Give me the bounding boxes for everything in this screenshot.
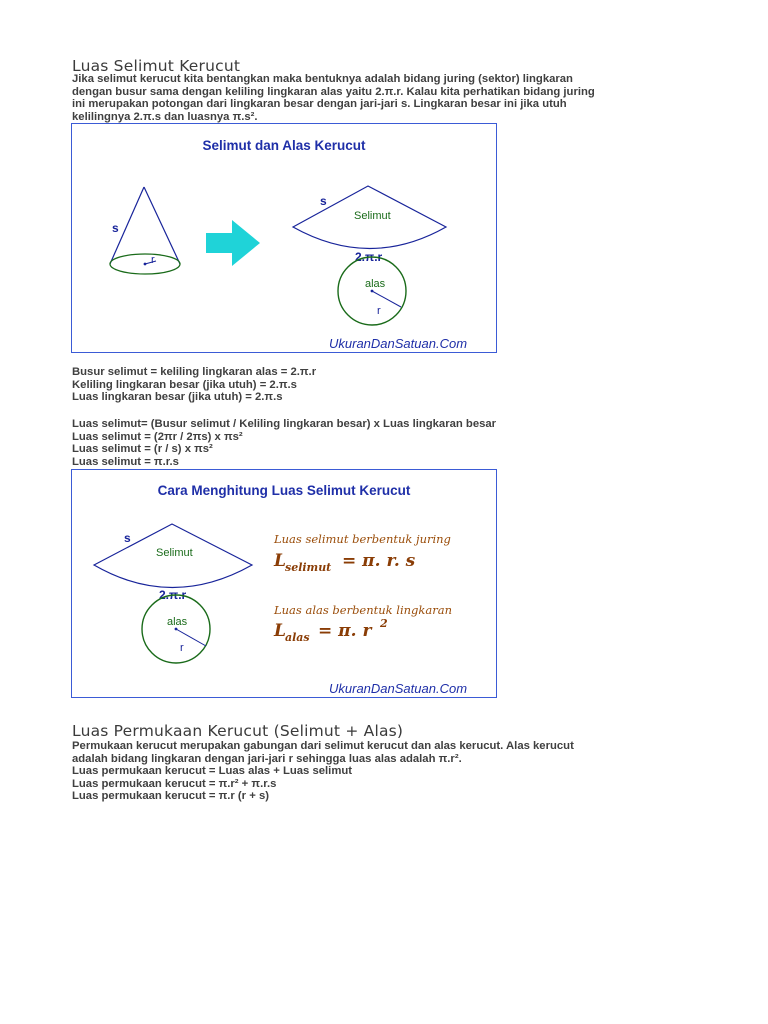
section-heading-luas-selimut: Luas Selimut Kerucut <box>72 57 241 75</box>
sector-label-selimut: Selimut <box>354 210 391 222</box>
formula-selimut-subscript: selimut <box>285 561 332 574</box>
figure-selimut-dan-alas <box>71 123 497 353</box>
cone-label-s: s <box>112 221 119 235</box>
formula-alas-L: L <box>274 621 286 641</box>
derivation-line: Keliling lingkaran besar (jika utuh) = 2.π.s <box>72 378 297 391</box>
figure-credit: UkuranDanSatuan.Com <box>329 336 468 351</box>
figure-title: Cara Menghitung Luas Selimut Kerucut <box>157 483 411 498</box>
cone-shape <box>110 187 180 274</box>
paragraph-line: kelilingnya 2.π.s dan luasnya π.s². <box>72 110 258 123</box>
derivation-block-2 <box>72 418 496 468</box>
sector-label-s: s <box>124 531 131 545</box>
formula-selimut-rhs: = π. r. s <box>342 551 416 571</box>
section-heading-luas-permukaan: Luas Permukaan Kerucut (Selimut + Alas) <box>72 722 404 740</box>
paragraph-line: adalah bidang lingkaran dengan jari-jari r sehingga luas alas adalah π.r². <box>72 752 462 765</box>
arrow-right-icon <box>206 220 260 266</box>
figure-credit: UkuranDanSatuan.Com <box>329 681 468 696</box>
caption-juring: Luas selimut berbentuk juring <box>274 532 451 546</box>
circle-label-alas: alas <box>365 278 386 290</box>
paragraph-line: Luas permukaan kerucut = π.r² + π.r.s <box>72 777 277 790</box>
derivation-line: Luas selimut = (r / s) x πs² <box>72 443 213 456</box>
paragraph-line: dengan busur sama dengan keliling lingkaran alas yaitu 2.π.r. Kalau kita perhatikan bidang juring <box>72 85 595 98</box>
paragraph-line: ini merupakan potongan dari lingkaran besar dengan jari-jari s. Lingkaran besar ini jika utuh <box>72 98 567 111</box>
derivation-line: Luas selimut = (2πr / 2πs) x πs² <box>72 430 243 443</box>
figure-title: Selimut dan Alas Kerucut <box>202 138 366 153</box>
paragraph-line: Luas permukaan kerucut = π.r (r + s) <box>72 790 270 803</box>
derivation-line: Luas lingkaran besar (jika utuh) = 2.π.s <box>72 391 283 404</box>
derivation-line: Busur selimut = keliling lingkaran alas = 2.π.r <box>72 366 317 378</box>
intro-paragraph <box>72 73 595 123</box>
surface-paragraph <box>72 740 574 803</box>
figure-cara-menghitung-drawing <box>72 470 496 697</box>
sector-label-arc: 2.π.r <box>355 250 383 264</box>
cone-label-r: r <box>151 254 155 266</box>
formula-alas-rhs: = π. r <box>318 621 372 641</box>
paragraph-line: Jika selimut kerucut kita bentangkan maka bentuknya adalah bidang juring (sektor) lingkaran <box>72 73 573 85</box>
formula-alas-subscript: alas <box>285 631 310 644</box>
derivation-line: Luas selimut= (Busur selimut / Keliling lingkaran besar) x Luas lingkaran besar <box>72 418 497 430</box>
figure-selimut-dan-alas-drawing <box>72 124 496 352</box>
sector-label-s: s <box>320 194 327 208</box>
paragraph-line: Luas permukaan kerucut = Luas alas + Luas selimut <box>72 765 353 778</box>
caption-lingkaran: Luas alas berbentuk lingkaran <box>274 603 453 617</box>
figure-cara-menghitung <box>71 469 497 698</box>
sector-label-selimut: Selimut <box>156 547 193 559</box>
derivation-line: Luas selimut = π.r.s <box>72 455 179 468</box>
circle-label-r: r <box>377 305 381 317</box>
formula-selimut-L: L <box>274 551 286 571</box>
sector-label-arc: 2.π.r <box>159 588 187 602</box>
circle-label-alas: alas <box>167 616 188 628</box>
formula-alas-exponent: 2 <box>380 617 388 630</box>
paragraph-line: Permukaan kerucut merupakan gabungan dari selimut kerucut dan alas kerucut. Alas kerucut <box>72 740 574 752</box>
formula-alas <box>273 617 388 644</box>
formula-selimut <box>273 551 416 574</box>
derivation-block-1 <box>72 366 316 404</box>
circle-label-r: r <box>180 642 184 654</box>
